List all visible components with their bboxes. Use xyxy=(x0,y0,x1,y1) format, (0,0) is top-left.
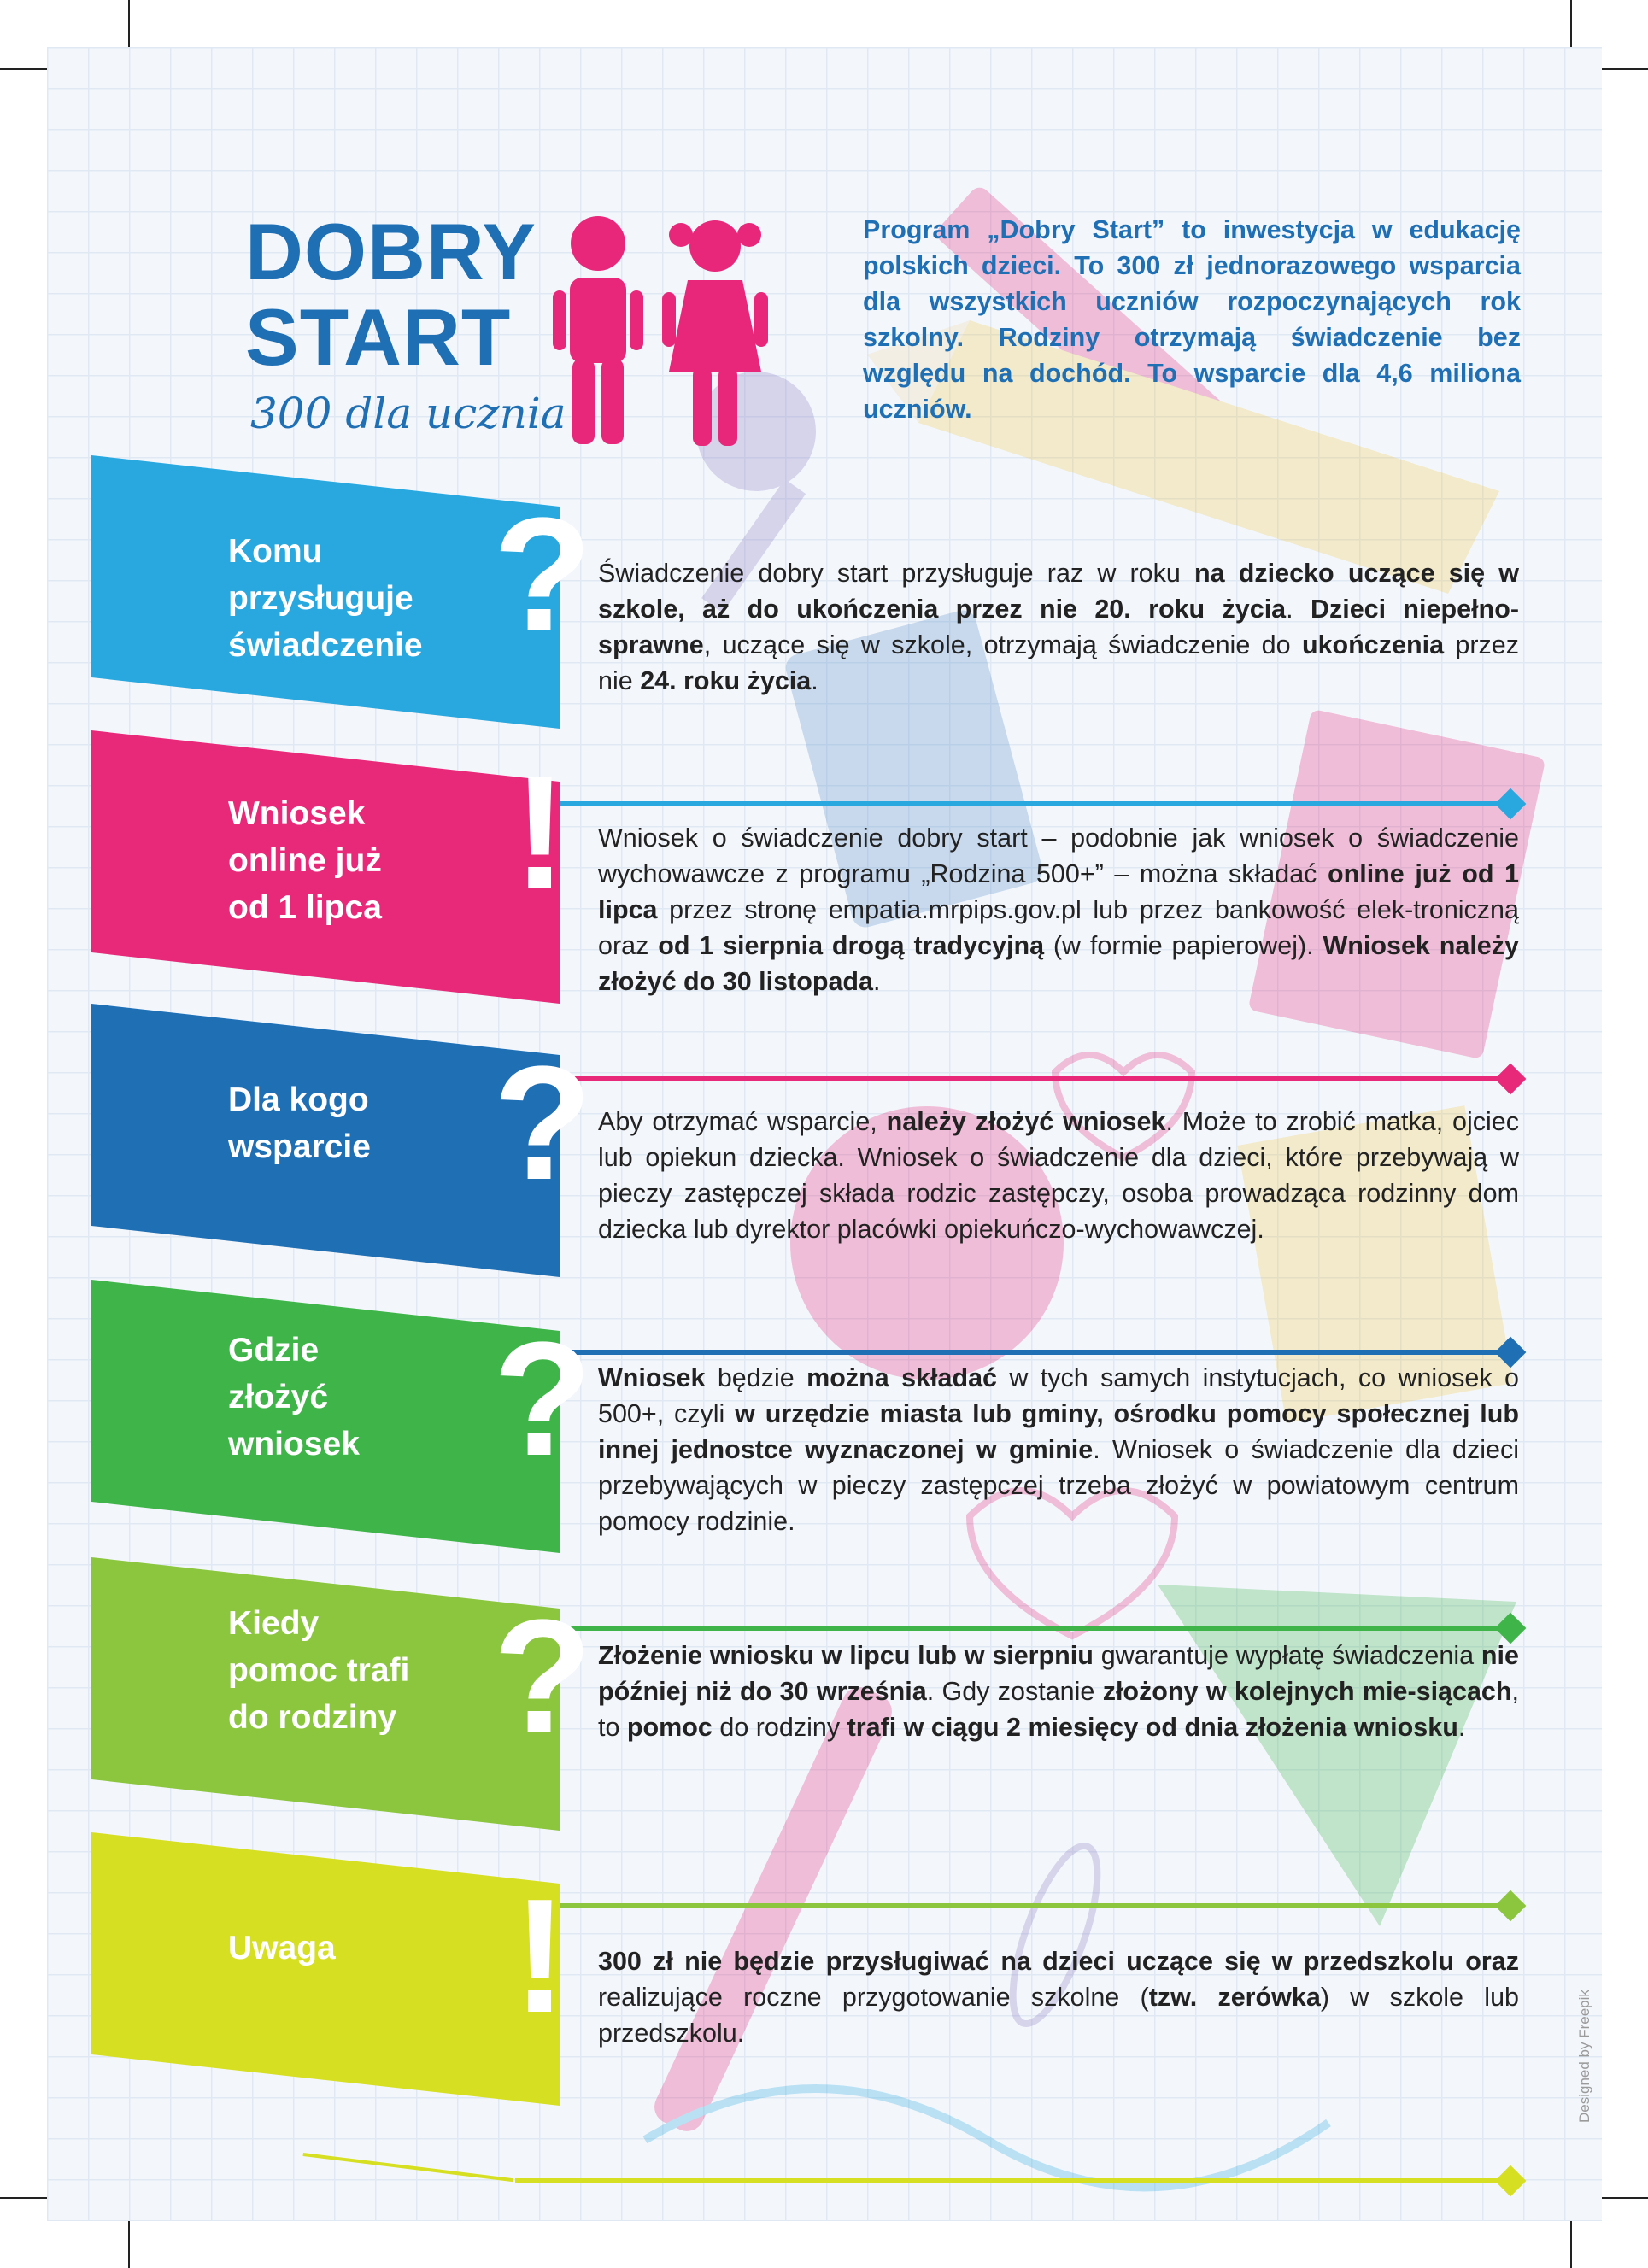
body-text-run: ) w szkole lub przedszkolu. xyxy=(598,1983,1519,2048)
section-title: Wniosek online już od 1 lipca xyxy=(228,795,382,926)
logo-title-line-1: DOBRY xyxy=(245,207,537,296)
design-credit: Designed by Freepik xyxy=(1576,1990,1592,2123)
section-title: Gdzie złożyć wniosek xyxy=(228,1332,360,1462)
section-banner-wniosek-online xyxy=(91,730,567,1004)
section-divider xyxy=(515,2178,1506,2183)
body-text-run: . Gdy zostanie xyxy=(926,1677,1103,1706)
section-body xyxy=(598,1360,1519,1539)
body-text-run: . Może to zrobić matka, ojciec lub opiekun dziecka. Wniosek o świadczenie dla dzieci, które przebywają w pieczy zastępczej składa rodzic zastępczy, osoba prowadząca rodzinny dom dziecka lub dyrektor placówki opiekuńczo-wychowawczej. xyxy=(598,1107,1520,1244)
section-banner-kiedy xyxy=(91,1557,593,1831)
section-title: Dla kogo wsparcie xyxy=(228,1081,371,1165)
body-text-run: (w formie papierowej). xyxy=(1044,931,1323,960)
body-text-run: realizujące roczne przygotowanie szkolne ( xyxy=(598,1983,1149,2012)
question-mark-icon: ? xyxy=(493,1033,593,1214)
body-text-run: do rodziny xyxy=(712,1713,847,1742)
body-text-bold: Wniosek należy złożyć do 30 listopada xyxy=(598,931,1519,996)
body-text-bold: 300 zł nie będzie przysługiwać na dzieci uczące się w przedszkolu oraz xyxy=(598,1947,1519,1976)
section-banner-komu xyxy=(91,455,593,729)
section-body xyxy=(598,1104,1519,1247)
crop-mark xyxy=(1570,0,1572,47)
body-text-bold: pomoc xyxy=(626,1713,713,1742)
crop-mark xyxy=(128,0,130,47)
leaflet-page xyxy=(47,47,1602,2221)
body-text-run: przez nie xyxy=(598,630,1519,695)
body-text-bold: tzw. zerówka xyxy=(1148,1983,1321,2012)
section-banner-dla-kogo xyxy=(91,1004,593,1277)
question-mark-icon: ? xyxy=(493,1586,593,1767)
diamond-marker-icon xyxy=(1495,788,1527,820)
logo-title-line-2: START xyxy=(245,292,512,382)
body-text-run: Świadczenie dobry start przysługuje raz w roku xyxy=(598,559,1195,588)
crop-mark xyxy=(1570,2221,1572,2268)
body-text-bold: Złożenie wniosku w lipcu lub w sierpniu xyxy=(598,1641,1094,1670)
section-banner-gdzie xyxy=(91,1280,593,1553)
body-text-bold: można składać xyxy=(806,1363,997,1392)
body-text-bold: 24. roku życia xyxy=(640,666,812,695)
body-text-run: gwarantuje wypłatę świadczenia xyxy=(1093,1641,1481,1670)
body-text-bold: złożony w kolejnych mie-siącach xyxy=(1102,1677,1512,1706)
section-divider xyxy=(515,1350,1506,1355)
diamond-marker-icon xyxy=(1495,1890,1527,1922)
section-body xyxy=(598,1943,1519,2051)
section-body xyxy=(598,820,1519,999)
body-text-run: w tych samych instytucjach, co wniosek o 500+, czyli xyxy=(598,1363,1519,1428)
body-text-bold: od 1 sierpnia drogą tradycyjną xyxy=(658,931,1045,960)
body-text-bold: nie później niż do 30 września xyxy=(598,1641,1519,1706)
body-text-run: . xyxy=(1457,1713,1466,1742)
body-text-run: Wniosek o świadczenie dobry start – podobnie jak wniosek o świadczenie wychowawcze z programu „Rodzina 500+” – można składać xyxy=(598,823,1519,888)
body-text-bold: w urzędzie miasta lub gminy, ośrodku pomocy społecznej lub innej jednostce wyznaczonej w gminie xyxy=(598,1399,1519,1464)
section-divider-tail xyxy=(303,2153,514,2182)
body-text-run: Aby otrzymać wsparcie, xyxy=(598,1107,887,1136)
body-text-run: . xyxy=(1286,595,1311,624)
body-text-bold: ukończenia xyxy=(1301,630,1445,659)
body-text-bold: Dzieci niepełno-sprawne xyxy=(598,595,1519,659)
section-banner-uwaga xyxy=(91,1832,567,2106)
children-icon xyxy=(534,214,782,448)
section-body xyxy=(598,1638,1519,1745)
section-divider xyxy=(515,1626,1506,1631)
exclamation-mark-icon: ! xyxy=(513,1866,567,2047)
body-text-run: . xyxy=(873,967,881,996)
body-text-bold: Wniosek xyxy=(598,1363,706,1392)
body-text-run: przez stronę empatia.mrpips.gov.pl lub przez bankowość elek-troniczną oraz xyxy=(598,895,1519,960)
body-text-run: . Wniosek o świadczenie dla dzieci przebywających w pieczy zastępczej trzeba złożyć w powiatowym centrum pomocy rodzinie. xyxy=(598,1435,1520,1536)
logo-subtitle: 300 dla ucznia xyxy=(250,389,566,438)
section-divider xyxy=(515,1076,1506,1081)
logo-title xyxy=(245,209,537,380)
body-text-bold: na dziecko uczące się w szkole, aż do ukończenia przez nie 20. roku życia xyxy=(598,559,1519,624)
intro-text: Program „Dobry Start” to inwestycja w edukację polskich dzieci. To 300 zł jednorazowego wsparcia dla wszystkich uczniów rozpoczynających rok szkolny. Rodziny otrzymają świadczenie bez względu na dochód. To wsparcie dla 4,6 miliona uczniów. xyxy=(863,215,1521,424)
body-text-bold: online już od 1 lipca xyxy=(598,859,1520,924)
section-title: Komu przysługuje świadczenie xyxy=(228,533,423,664)
section-title: Kiedy pomoc trafi do rodziny xyxy=(228,1605,410,1736)
body-text-bold: trafi w ciągu 2 miesięcy od dnia złożenia wniosku xyxy=(847,1713,1458,1742)
body-text-run: , to xyxy=(598,1677,1520,1742)
diamond-marker-icon xyxy=(1495,1064,1527,1095)
section-divider xyxy=(515,801,1506,806)
question-mark-icon: ? xyxy=(493,1309,593,1490)
section-body xyxy=(598,555,1519,699)
body-text-run: . xyxy=(811,666,818,695)
body-text-bold: należy złożyć wniosek xyxy=(886,1107,1166,1136)
body-text-run: będzie xyxy=(705,1363,807,1392)
section-title: Uwaga xyxy=(228,1930,336,1966)
crop-mark xyxy=(128,2221,130,2268)
section-divider xyxy=(515,1903,1506,1908)
body-text-run: , uczące się w szkole, otrzymają świadczenie do xyxy=(703,630,1302,659)
diamond-marker-icon xyxy=(1495,2165,1527,2197)
exclamation-mark-icon: ! xyxy=(513,742,567,923)
question-mark-icon: ? xyxy=(493,484,593,665)
